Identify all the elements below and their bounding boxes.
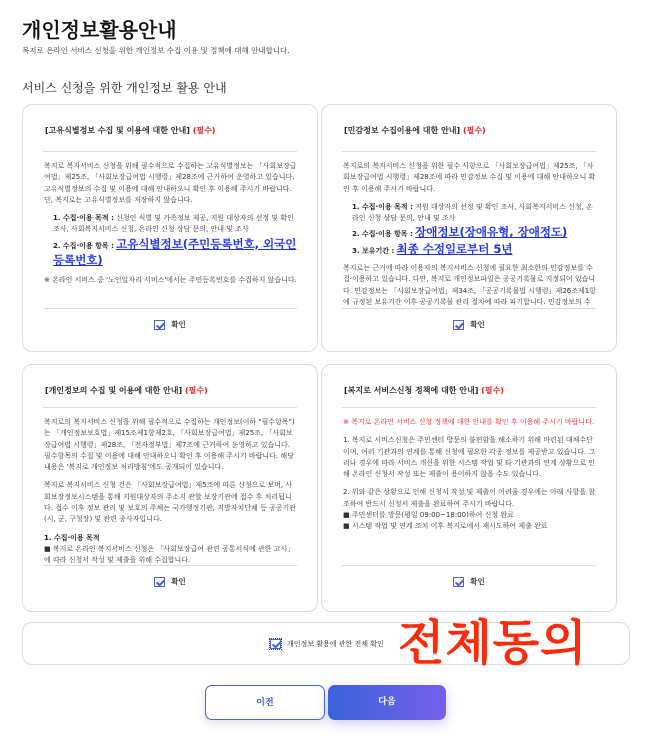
bullet-item: ■ 시스템 작업 및 연계 조치 이후 복지로에서 재시도하여 제출 완료 (343, 522, 548, 531)
confirm-checkbox[interactable] (322, 319, 616, 330)
card-title (344, 385, 504, 396)
divider (43, 308, 297, 309)
list-value: 신청인 식별 및 가족정보 제공, 지원 대상자의 선정 및 확인 조사, 사회복지서비스 신청, 온라인 신청 상담 문의, 안내 및 조사 (53, 214, 294, 234)
card-body-scroll[interactable] (44, 161, 297, 307)
card-body-scroll[interactable] (343, 417, 596, 565)
divider (342, 308, 596, 309)
paragraph: ※ 온라인 서비스 중 '노인일자리 서비스'에서는 주민등록번호를 수집하지 않습니다. (44, 276, 297, 285)
checkbox-checked-icon[interactable] (154, 320, 165, 330)
list-key: 1. 수집·이용 목적 : (352, 202, 413, 211)
confirm-label: 확인 (171, 577, 186, 586)
confirm-checkbox[interactable] (322, 576, 616, 587)
card-title-text: [고유식별정보 수집 및 이용에 대한 안내] (45, 126, 190, 135)
required-badge: (필수) (184, 386, 208, 395)
divider (43, 407, 297, 408)
divider (43, 565, 297, 566)
service-policy-card (321, 364, 617, 612)
card-title (45, 125, 215, 136)
list-value-highlight: 장애정보(장애유형, 장애정도) (415, 225, 568, 240)
paragraph: 복지로 복지서비스 신청 건은 「사회보장급여법」제5조에 따른 신청으로 보며, 사회보장정보시스템을 통해 지원대상자의 주소지 관할 보장기관에 접수 후 처리됩니다. 접수 이후 정보 관리 및 보호의 주체는 국가행정기관, 지방자치단체 등 공공기관(시, 군, 구청장) 및 관련 종사자입니다. (44, 481, 297, 524)
paragraph: 복지로의 복지서비스 신청을 위해 필수적으로 수집하는 개인정보(이하 "필수항목")는 「개인정보보호법」제15조제1항제2호, 「사회보장급여법」제25조, 「사회보장급여법 시행령」제28조, 「전자정부법」제7조에 근거하여 운영하고 있습니다. 필수항목의 수집 및 이용에 대해 안내하오니 확인 후 이용해 주시기 바랍니다. 해당 내용은 '복지로 개인정보 처리방침'에도 공개되어 있습니다. (44, 418, 295, 472)
card-title-text: [개인정보의 수집 및 이용에 대한 안내] (45, 386, 183, 395)
notice-text: ※ 복지로 온라인 서비스 신청 정책에 대한 안내를 확인 후 이용해 주시기 바랍니다. (343, 418, 595, 426)
checkbox-checked-icon[interactable] (453, 320, 464, 330)
confirm-label: 확인 (171, 320, 186, 329)
list-key: 1. 수집·이용 목적 : (53, 214, 114, 223)
divider (342, 565, 596, 566)
checkbox-checked-icon[interactable] (154, 577, 165, 587)
card-title (45, 385, 208, 396)
required-badge: (필수) (462, 126, 486, 135)
confirm-label: 확인 (470, 320, 485, 329)
agree-all-label: 개인정보 활용에 관한 전체 확인 (287, 640, 384, 648)
next-button[interactable]: 다음 (328, 685, 446, 720)
list-value-highlight: 고유식별정보(주민등록번호, 외국인등록번호) (53, 236, 297, 268)
confirm-checkbox[interactable] (23, 319, 317, 330)
bullet-item: ■ 복지로 온라인 복지서비스 신청은 「사회보장급여 관련 공통서식에 관한 고시」에 따라 신청서 작성 및 제출을 위해 수집합니다. (44, 544, 295, 565)
list-key: 3. 보유기간 : (352, 246, 395, 255)
card-title-text: [복지로 서비스신청 정책에 대한 안내] (344, 386, 479, 395)
list-key: 2. 수집·이용 항목 : (53, 241, 114, 250)
paragraph: 복지로는 근거에 따라 이용자의 복지서비스 신청에 필요한 최소한의 민감정보를 수집·이용하고 있습니다. 다만, 복지로 개인정보파일은 공공기록물로 지정되어 있습니다. 민감정보는 「사회보장급여법」제34조, 「공공기록물법 시행령」제26조제1항에 규정된 보유기간 이후 공공기록물 관리 절차에 따라 파기합니다. 민감정보의 수 (343, 264, 596, 306)
list-item (44, 236, 297, 269)
divider (342, 407, 596, 408)
card-body-scroll[interactable] (44, 417, 297, 565)
paragraph: 1. 복지로 서비스신청은 주민센터 방문의 불편함을 해소하기 위해 마련된 대체수단이며, 여러 기관과의 연계를 통해 신청에 필요한 각종 정보를 제공받고 있습니다. 그러나 경우에 따라 서비스 개선을 위한 시스템 작업 및 타 기관과의 연계 상황으로 인해 온라인 신청서 작성 또는 제출이 용이하지 않을 수도 있습니다. (343, 436, 596, 479)
paragraph: 복지로의 복지서비스 신청을 위한 필수 사항으로 「사회보장급여법」제25조, 「사회보장급여법 시행령」제28조에 따라 민감정보 수집 및 이용에 대해 안내하오니 확인 후 이용해 주시기 바랍니다. (343, 162, 596, 193)
divider (342, 151, 596, 152)
list-value-highlight: 최종 수정일로부터 5년 (396, 241, 513, 256)
checkbox-checked-icon[interactable] (453, 577, 464, 587)
card-title (344, 125, 486, 136)
page-subtitle: 복지로 온라인 서비스 신청을 위한 개인정보 수집 이용 및 정책에 대해 안내합니다. (22, 46, 290, 55)
paragraph: 2. 위와 같은 상황으로 인해 신청서 작성 및 제출이 어려울 경우에는 아래 사항을 참조하여 반드시 신청서 제출을 완료하여 주시기 바랍니다. (343, 488, 595, 508)
list-key: 2. 수집·이용 항목 : (352, 230, 413, 239)
card-title-text: [민감정보 수집이용에 대한 안내] (344, 126, 461, 135)
confirm-label: 확인 (470, 577, 485, 586)
agree-all-checkbox[interactable] (270, 639, 384, 649)
list-value: 지원 대상자의 선정 및 확인 조사, 사회복지서비스 신청, 온라인 신청 상담 문의, 안내 및 조사 (352, 202, 593, 223)
required-badge: (필수) (481, 386, 504, 395)
prev-button[interactable]: 이전 (205, 685, 325, 720)
bullet-item: ■ 주민센터를 방문(평일 09:00~18:00)하여 신청 완료 (343, 511, 514, 520)
list-item (343, 241, 596, 257)
unique-id-info-card (22, 104, 318, 352)
checkbox-checked-icon[interactable] (270, 639, 281, 649)
list-item (343, 224, 596, 240)
sensitive-info-card (321, 104, 617, 352)
list-item (44, 213, 297, 236)
card-body-scroll[interactable] (343, 161, 596, 307)
required-badge: (필수) (192, 126, 216, 135)
list-item (343, 202, 596, 225)
personal-info-card (22, 364, 318, 612)
agree-all-overlay-text: 전체동의 (398, 615, 588, 671)
list-heading: 1. 수집·이용 목적 (44, 533, 100, 542)
section-title: 서비스 신청을 위한 개인정보 활용 안내 (22, 81, 227, 95)
divider (43, 151, 297, 152)
paragraph: 복지로 복지서비스 신청을 위해 필수적으로 수집하는 고유식별정보는 「사회보장급여법」제25조, 「사회보장급여법 시행령」제28조에 근거하여 운영하고 있습니다. 고유식별정보의 수집 및 이용에 대해 안내하오니 확인 후 이용해 주시기 바랍니다. 단, 복지로는 고유식별정보를 저장하지 않습니다. (44, 162, 297, 204)
confirm-checkbox[interactable] (23, 576, 317, 587)
page-title: 개인정보활용안내 (22, 18, 177, 42)
